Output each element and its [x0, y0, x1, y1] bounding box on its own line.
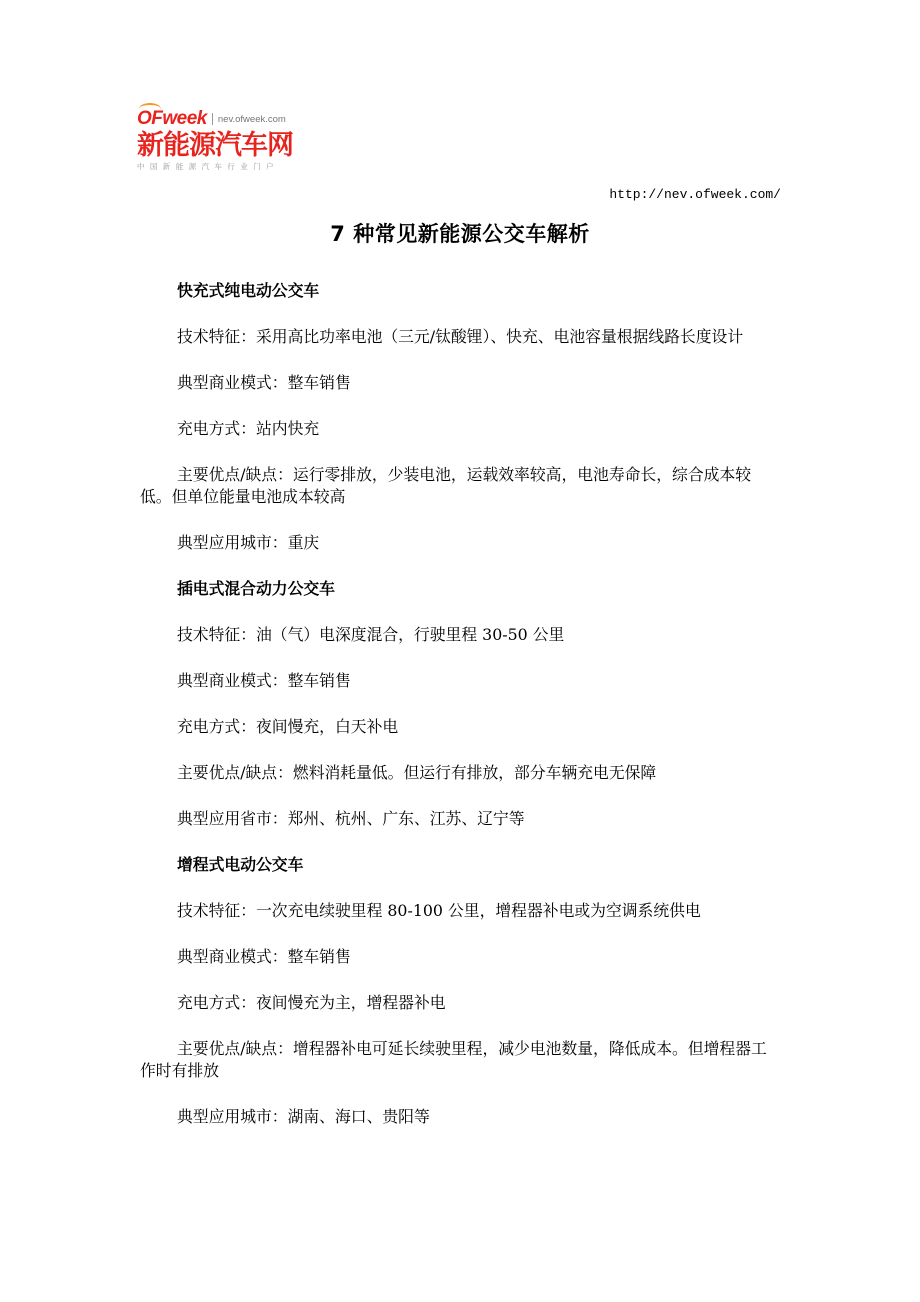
paragraph: 典型应用城市：重庆 [177, 533, 320, 552]
section-heading: 快充式纯电动公交车 [177, 281, 320, 300]
paragraph: 技术特征：采用高比功率电池（三元/钛酸锂）、快充、电池容量根据线路长度设计 [177, 327, 744, 346]
paragraph: 典型商业模式：整车销售 [177, 671, 351, 690]
paragraph: 主要优点/缺点：燃料消耗量低。但运行有排放，部分车辆充电无保障 [177, 763, 657, 782]
document-body [140, 280, 780, 1152]
paragraph: 典型商业模式：整车销售 [177, 947, 351, 966]
document-title: 7 种常见新能源公交车解析 [330, 222, 590, 246]
logo-top-row [137, 108, 302, 130]
logo-name-cn: 新能源汽车网 [137, 130, 293, 161]
logo-brand [137, 108, 207, 130]
logo-tagline: 中国新能源汽车行业门户 [137, 162, 279, 171]
paragraph: 充电方式：夜间慢充，白天补电 [177, 717, 399, 736]
paragraph: 充电方式：夜间慢充为主，增程器补电 [177, 993, 446, 1012]
section-heading: 插电式混合动力公交车 [177, 579, 335, 598]
section-heading: 增程式电动公交车 [177, 855, 304, 874]
paragraph: 典型应用城市：湖南、海口、贵阳等 [177, 1107, 430, 1126]
paragraph: 技术特征：油（气）电深度混合，行驶里程 30-50 公里 [177, 625, 565, 644]
site-url[interactable]: http://nev.ofweek.com/ [609, 187, 781, 202]
paragraph: 主要优点/缺点：运行零排放，少装电池，运载效率较高，电池寿命长，综合成本较低。但单位能量电池成本较高 [140, 465, 752, 506]
paragraph: 充电方式：站内快充 [177, 419, 320, 438]
paragraph: 主要优点/缺点：增程器补电可延长续驶里程，减少电池数量，降低成本。但增程器工作时有排放 [140, 1039, 767, 1080]
logo-brand-text: OFweek [137, 108, 207, 129]
logo-arc-icon [139, 103, 161, 115]
logo-domain: nev.ofweek.com [217, 113, 286, 125]
logo-divider [212, 113, 213, 125]
site-logo[interactable] [137, 108, 302, 188]
paragraph: 典型应用省市：郑州、杭州、广东、江苏、辽宁等 [177, 809, 525, 828]
paragraph: 典型商业模式：整车销售 [177, 373, 351, 392]
paragraph: 技术特征：一次充电续驶里程 80-100 公里，增程器补电或为空调系统供电 [177, 901, 701, 920]
